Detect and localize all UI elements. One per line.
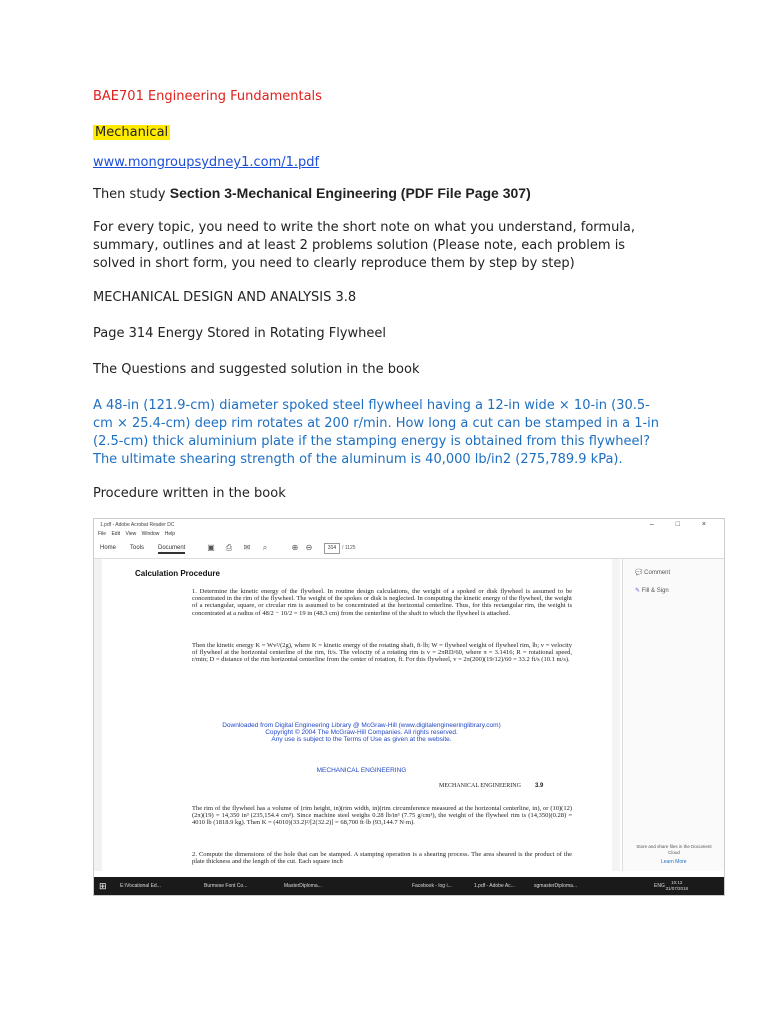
terms-notice: Any use is subject to the Terms of Use as given at the website. [271, 736, 452, 743]
embedded-screenshot [93, 518, 725, 896]
study-line [93, 185, 531, 202]
windows-start-icon[interactable]: ⊞ [99, 881, 107, 891]
menu-help[interactable]: Help [164, 531, 176, 537]
step2-text: 2. Compute the dimensions of the hole that can be stamped. A stamping operation is a shearing process. The area sheared is the product of the plate thickness and the length of the cut. Each square inch [192, 851, 572, 866]
window-controls[interactable]: – □ × [649, 521, 716, 528]
instructions-paragraph: For every topic, you need to write the short note on what you understand, formula, summary, outlines and at least 2 problems solution (Please note, each problem is solved in short form, you need to clearly reproduce them by step by step) [93, 220, 636, 271]
problem-statement: A 48-in (121.9-cm) diameter spoked steel flywheel having a 12-in wide × 10-in (30.5-cm × 25.4-cm) deep rim rotates at 200 r/min. How long a cut can be stamped in a 1-in (2.5-cm) thick aluminium plate if the stamping energy is obtained from this flywheel? The ultimate shearing strength of the aluminum is 40,000 lb/in2 (275,789.9 kPa). [93, 398, 660, 467]
right-tools-panel [622, 559, 725, 871]
learn-more-link[interactable]: Learn More [661, 859, 687, 865]
page-reference: Page 314 Energy Stored in Rotating Flywheel [93, 326, 386, 341]
comment-icon: 💬 [635, 570, 643, 576]
then-study-text: Then study [93, 187, 170, 202]
mail-icon[interactable]: ✉ [243, 543, 251, 552]
clock-time: 10:12 [671, 880, 683, 885]
tab-tools[interactable]: Tools [130, 545, 145, 551]
comment-label: Comment [644, 570, 671, 576]
save-icon[interactable]: ▣ [207, 543, 215, 552]
taskbar-item-explorer[interactable]: E:\Vocational Ed... [120, 883, 161, 889]
windows-taskbar [94, 877, 724, 895]
language-indicator[interactable]: ENG [654, 883, 665, 889]
pen-icon: ✎ [635, 588, 641, 594]
running-head-text: MECHANICAL ENGINEERING [439, 783, 521, 789]
vertical-scrollbar[interactable] [612, 559, 620, 871]
page-up-icon[interactable]: ⊕ [291, 543, 299, 552]
pdf-link[interactable]: www.mongroupsydney1.com/1.pdf [93, 155, 320, 170]
rim-volume-text: The rim of the flywheel has a volume of (rim height, in)(rim width, in)(rim circumference measured at the horizontal centerline, in), or (10)(12)(2π)(19) = 14,350 in³ (235,154.4 cm³). Since machine steel weighs 0.28 lb/in³ (7.75 g/cm³), the weight of the flywheel rim is (14,350)(0.28) = 4010 lb (1818.9 kg). Then K = (4010)(33.2)²/[2(32.2)] = 68,700 ft·lb (93,144.7 N·m). [192, 805, 572, 827]
search-icon[interactable]: ⌕ [262, 543, 268, 552]
questions-intro: The Questions and suggested solution in the book [93, 362, 420, 377]
step1-text: 1. Determine the kinetic energy of the flywheel. In routine design calculations, the weight of a spoked or disk flywheel is assumed to be concentrated in the rim of the flywheel. The weight of the spokes or disk is neglected. In computing the kinetic energy of the flywheel, the weight of a rectangular, square, or circular rim is assumed to be concentrated at the horizontal centerline. Thus, for this rectangular rim, the weight is concentrated at a radius of 48/2 − 10/2 = 19 in (48.3 cm) from the centerline of the shaft to which the flywheel is attached. [192, 588, 572, 617]
fill-sign-label: Fill & Sign [641, 588, 669, 594]
print-icon[interactable]: ⎙ [225, 543, 233, 552]
window-titlebar [94, 519, 724, 531]
menu-window[interactable]: Window [141, 531, 160, 537]
window-title: 1.pdf - Adobe Acrobat Reader DC [100, 522, 175, 528]
page-number-input[interactable]: 314 [324, 543, 340, 554]
taskbar-item-acrobat[interactable]: 1.pdf - Adobe Ac... [474, 883, 515, 889]
tab-document[interactable]: Document [158, 545, 185, 554]
procedure-intro: Procedure written in the book [93, 486, 286, 501]
document-cloud-promo: Store and share files in the Document Cloud [636, 844, 712, 855]
clock-date: 31/07/2018 [665, 886, 688, 891]
page-count: / 1125 [342, 545, 356, 551]
toolbar [94, 540, 724, 559]
page-down-icon[interactable]: ⊖ [305, 543, 313, 552]
running-head [439, 783, 543, 789]
system-clock[interactable] [665, 880, 688, 892]
step1b-text: Then the kinetic energy K = Wv²/(2g), where K = kinetic energy of the rotating shaft, ft·lb; W = flywheel weight of flywheel rim, lb; v = velocity of flywheel at the horizontal centerline of the rim, ft/s. The velocity of a rotating rim is v = 2πRD/60, where π = 3.1416; R = rotational speed, r/min; D = distance of the rim horizontal centerline from the center of rotation, ft. For this flywheel, v = 2π(200)(19/12)/60 = 33.2 ft/s (10.1 m/s). [192, 642, 572, 664]
left-collapse-strip[interactable] [94, 559, 102, 871]
mechanical-label [93, 125, 170, 140]
highlighted-text: Mechanical [95, 125, 169, 140]
running-head-number: 3.9 [534, 783, 544, 789]
pdf-page [114, 559, 609, 871]
menu-edit[interactable]: Edit [111, 531, 121, 537]
mechanical-engineering-heading: MECHANICAL ENGINEERING [316, 767, 407, 774]
menu-view[interactable]: View [125, 531, 137, 537]
fill-sign-tool[interactable] [635, 587, 669, 594]
course-title: BAE701 Engineering Fundamentals [93, 89, 322, 104]
tab-home[interactable]: Home [100, 545, 117, 551]
taskbar-item-font[interactable]: Burmese Font Co... [204, 883, 248, 889]
download-notice: Downloaded from Digital Engineering Library @ McGraw-Hill (www.digitalengineeringlibrary.com) [222, 722, 501, 729]
taskbar-item-master[interactable]: MasterDiploma... [284, 883, 322, 889]
taskbar-item-diploma[interactable]: sgmasterDiploma... [534, 883, 578, 889]
menu-bar [94, 531, 724, 540]
section-title: Section 3-Mechanical Engineering (PDF File Page 307) [169, 185, 531, 201]
copyright-notice: Copyright © 2004 The McGraw-Hill Companies. All rights reserved. [265, 729, 458, 736]
calc-heading: Calculation Procedure [135, 569, 220, 578]
comment-tool[interactable] [635, 569, 670, 576]
taskbar-item-facebook[interactable]: Facebook - log i... [412, 883, 452, 889]
topic-heading: MECHANICAL DESIGN AND ANALYSIS 3.8 [93, 290, 357, 305]
menu-file[interactable]: File [98, 531, 107, 537]
